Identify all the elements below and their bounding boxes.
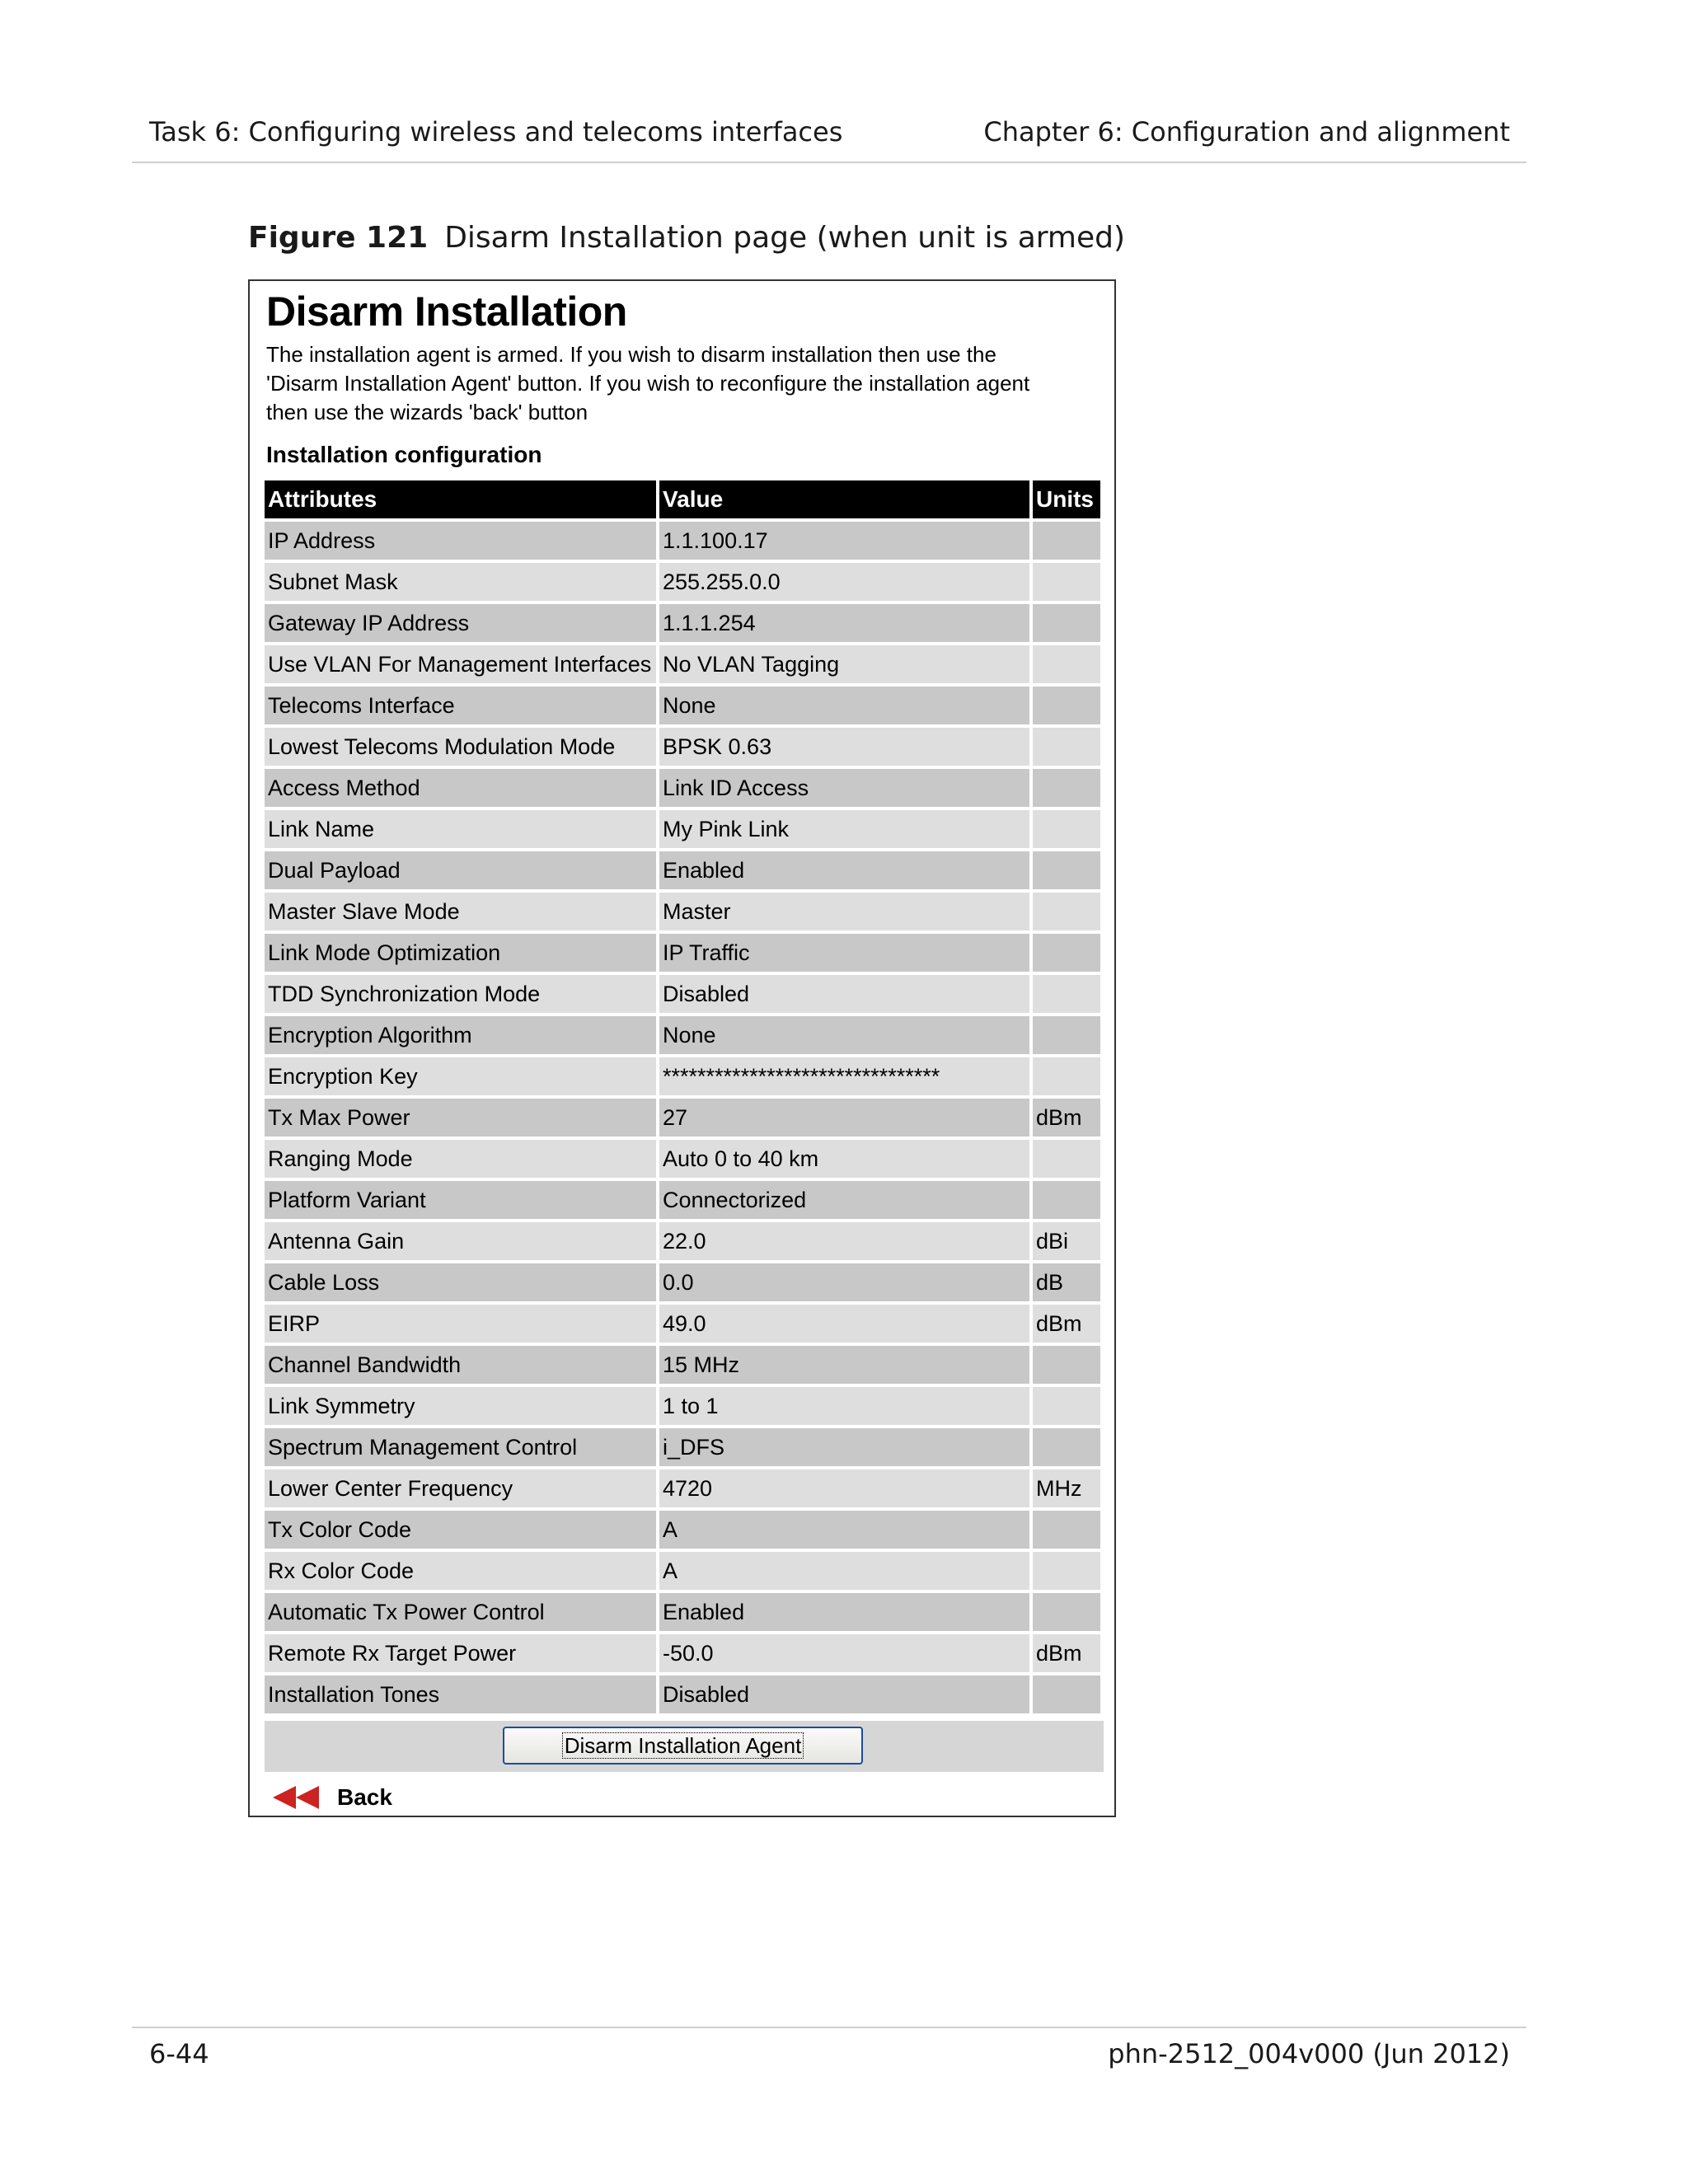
table-row bbox=[263, 1633, 1105, 1674]
value-cell: Disabled bbox=[659, 1675, 1029, 1713]
value-cell: A bbox=[659, 1511, 1029, 1549]
header-divider bbox=[132, 162, 1526, 163]
header-chapter-title: Chapter 6: Configuration and alignment bbox=[983, 116, 1510, 148]
value-cell: BPSK 0.63 bbox=[659, 728, 1029, 766]
value-cell: 49.0 bbox=[659, 1305, 1029, 1343]
table-row bbox=[263, 973, 1105, 1015]
value-cell: 1.1.1.254 bbox=[659, 604, 1029, 642]
table-row bbox=[263, 1344, 1105, 1385]
table-row bbox=[263, 932, 1105, 973]
table-row bbox=[263, 1097, 1105, 1138]
value-cell: IP Traffic bbox=[659, 934, 1029, 972]
double-left-arrow-icon bbox=[273, 1784, 322, 1811]
units-cell bbox=[1033, 1511, 1100, 1549]
table-row bbox=[263, 602, 1105, 644]
units-cell bbox=[1033, 604, 1100, 642]
value-cell: 1.1.100.17 bbox=[659, 522, 1029, 560]
disarm-installation-panel bbox=[248, 279, 1116, 1817]
units-cell bbox=[1033, 1346, 1100, 1384]
table-row bbox=[263, 1221, 1105, 1262]
description-line: then use the wizards 'back' button bbox=[266, 400, 588, 424]
table-row bbox=[263, 767, 1105, 808]
table-row bbox=[263, 1674, 1105, 1715]
units-cell: MHz bbox=[1033, 1469, 1100, 1507]
attribute-cell: Master Slave Mode bbox=[265, 893, 656, 930]
units-cell bbox=[1033, 1057, 1100, 1095]
units-cell bbox=[1033, 1181, 1100, 1219]
disarm-button-label: Disarm Installation Agent bbox=[564, 1733, 802, 1758]
value-cell: My Pink Link bbox=[659, 810, 1029, 848]
table-row bbox=[263, 685, 1105, 726]
attribute-cell: Lowest Telecoms Modulation Mode bbox=[265, 728, 656, 766]
table-row bbox=[263, 1138, 1105, 1179]
description-line: The installation agent is armed. If you wish to disarm installation then use the bbox=[266, 342, 996, 367]
attribute-cell: Gateway IP Address bbox=[265, 604, 656, 642]
table-row bbox=[263, 808, 1105, 850]
table-row bbox=[263, 1468, 1105, 1509]
value-cell: i_DFS bbox=[659, 1428, 1029, 1466]
units-cell bbox=[1033, 522, 1100, 560]
page-title: Disarm Installation bbox=[266, 288, 627, 335]
units-cell bbox=[1033, 810, 1100, 848]
units-cell: dBi bbox=[1033, 1222, 1100, 1260]
table-row bbox=[263, 1385, 1105, 1427]
table-row bbox=[263, 1427, 1105, 1468]
attribute-cell: TDD Synchronization Mode bbox=[265, 975, 656, 1013]
table-row bbox=[263, 1509, 1105, 1550]
attribute-cell: Link Name bbox=[265, 810, 656, 848]
attribute-cell: Dual Payload bbox=[265, 851, 656, 889]
value-cell: Auto 0 to 40 km bbox=[659, 1140, 1029, 1178]
section-title: Installation configuration bbox=[266, 442, 542, 467]
value-cell: Master bbox=[659, 893, 1029, 930]
units-cell bbox=[1033, 851, 1100, 889]
table-row bbox=[263, 726, 1105, 767]
table-row bbox=[263, 520, 1105, 561]
header-task-title: Task 6: Configuring wireless and telecoms interfaces bbox=[149, 116, 843, 148]
installation-config-table bbox=[263, 479, 1105, 1715]
figure-caption-text: Disarm Installation page (when unit is armed) bbox=[444, 221, 1126, 255]
table-row bbox=[263, 644, 1105, 685]
page-footer bbox=[149, 2037, 1510, 2070]
description bbox=[266, 340, 1090, 427]
attribute-cell: Installation Tones bbox=[265, 1675, 656, 1713]
back-label: Back bbox=[337, 1784, 392, 1810]
value-cell: None bbox=[659, 1016, 1029, 1054]
attribute-cell: Tx Max Power bbox=[265, 1099, 656, 1137]
table-row bbox=[263, 1015, 1105, 1056]
attribute-cell: Remote Rx Target Power bbox=[265, 1634, 656, 1672]
attribute-cell: Encryption Key bbox=[265, 1057, 656, 1095]
footer-divider bbox=[132, 2027, 1526, 2028]
units-cell bbox=[1033, 975, 1100, 1013]
attribute-cell: Use VLAN For Management Interfaces bbox=[265, 645, 656, 683]
attribute-cell: Channel Bandwidth bbox=[265, 1346, 656, 1384]
value-cell: 27 bbox=[659, 1099, 1029, 1137]
attribute-cell: Link Symmetry bbox=[265, 1387, 656, 1425]
page-number: 6-44 bbox=[149, 2038, 209, 2069]
value-cell: 1 to 1 bbox=[659, 1387, 1029, 1425]
value-cell: -50.0 bbox=[659, 1634, 1029, 1672]
attribute-cell: Subnet Mask bbox=[265, 563, 656, 601]
attribute-cell: Rx Color Code bbox=[265, 1552, 656, 1590]
units-cell bbox=[1033, 1593, 1100, 1631]
table-row bbox=[263, 1056, 1105, 1097]
attribute-cell: Access Method bbox=[265, 769, 656, 807]
attribute-cell: Telecoms Interface bbox=[265, 687, 656, 724]
table-row bbox=[263, 1591, 1105, 1633]
table-row bbox=[263, 1550, 1105, 1591]
attribute-cell: Encryption Algorithm bbox=[265, 1016, 656, 1054]
attribute-cell: Tx Color Code bbox=[265, 1511, 656, 1549]
figure-number: Figure 121 bbox=[248, 221, 429, 255]
attribute-cell: Platform Variant bbox=[265, 1181, 656, 1219]
document-id: phn-2512_004v000 (Jun 2012) bbox=[1108, 2038, 1510, 2069]
value-cell: 4720 bbox=[659, 1469, 1029, 1507]
table-row bbox=[263, 891, 1105, 932]
table-row bbox=[263, 850, 1105, 891]
column-header-attributes: Attributes bbox=[265, 480, 656, 518]
value-cell: ******************************** bbox=[659, 1057, 1029, 1095]
attribute-cell: Ranging Mode bbox=[265, 1140, 656, 1178]
units-cell bbox=[1033, 1428, 1100, 1466]
value-cell: Disabled bbox=[659, 975, 1029, 1013]
attribute-cell: Automatic Tx Power Control bbox=[265, 1593, 656, 1631]
table-header-row bbox=[263, 479, 1105, 520]
back-link[interactable] bbox=[273, 1781, 392, 1814]
attribute-cell: Cable Loss bbox=[265, 1263, 656, 1301]
table-row bbox=[263, 561, 1105, 602]
page-header bbox=[149, 115, 1510, 148]
value-cell: None bbox=[659, 687, 1029, 724]
units-cell bbox=[1033, 893, 1100, 930]
description-line: 'Disarm Installation Agent' button. If you wish to reconfigure the installation agent bbox=[266, 371, 1030, 396]
value-cell: No VLAN Tagging bbox=[659, 645, 1029, 683]
attribute-cell: Lower Center Frequency bbox=[265, 1469, 656, 1507]
units-cell: dB bbox=[1033, 1263, 1100, 1301]
attribute-cell: EIRP bbox=[265, 1305, 656, 1343]
value-cell: Enabled bbox=[659, 1593, 1029, 1631]
units-cell bbox=[1033, 1140, 1100, 1178]
units-cell bbox=[1033, 1552, 1100, 1590]
units-cell bbox=[1033, 1387, 1100, 1425]
units-cell: dBm bbox=[1033, 1099, 1100, 1137]
value-cell: Enabled bbox=[659, 851, 1029, 889]
units-cell bbox=[1033, 769, 1100, 807]
value-cell: Connectorized bbox=[659, 1181, 1029, 1219]
figure-caption bbox=[248, 218, 1125, 258]
units-cell bbox=[1033, 934, 1100, 972]
value-cell: 15 MHz bbox=[659, 1346, 1029, 1384]
units-cell bbox=[1033, 687, 1100, 724]
action-bar bbox=[265, 1721, 1104, 1772]
disarm-installation-agent-button[interactable] bbox=[503, 1727, 863, 1765]
units-cell bbox=[1033, 728, 1100, 766]
units-cell bbox=[1033, 645, 1100, 683]
units-cell bbox=[1033, 1016, 1100, 1054]
value-cell: Link ID Access bbox=[659, 769, 1029, 807]
table-row bbox=[263, 1262, 1105, 1303]
units-cell: dBm bbox=[1033, 1634, 1100, 1672]
column-header-units: Units bbox=[1033, 480, 1100, 518]
value-cell: 22.0 bbox=[659, 1222, 1029, 1260]
value-cell: A bbox=[659, 1552, 1029, 1590]
value-cell: 0.0 bbox=[659, 1263, 1029, 1301]
attribute-cell: Spectrum Management Control bbox=[265, 1428, 656, 1466]
units-cell bbox=[1033, 1675, 1100, 1713]
attribute-cell: IP Address bbox=[265, 522, 656, 560]
value-cell: 255.255.0.0 bbox=[659, 563, 1029, 601]
units-cell: dBm bbox=[1033, 1305, 1100, 1343]
table-row bbox=[263, 1303, 1105, 1344]
attribute-cell: Antenna Gain bbox=[265, 1222, 656, 1260]
table-row bbox=[263, 1179, 1105, 1221]
attribute-cell: Link Mode Optimization bbox=[265, 934, 656, 972]
units-cell bbox=[1033, 563, 1100, 601]
column-header-value: Value bbox=[659, 480, 1029, 518]
